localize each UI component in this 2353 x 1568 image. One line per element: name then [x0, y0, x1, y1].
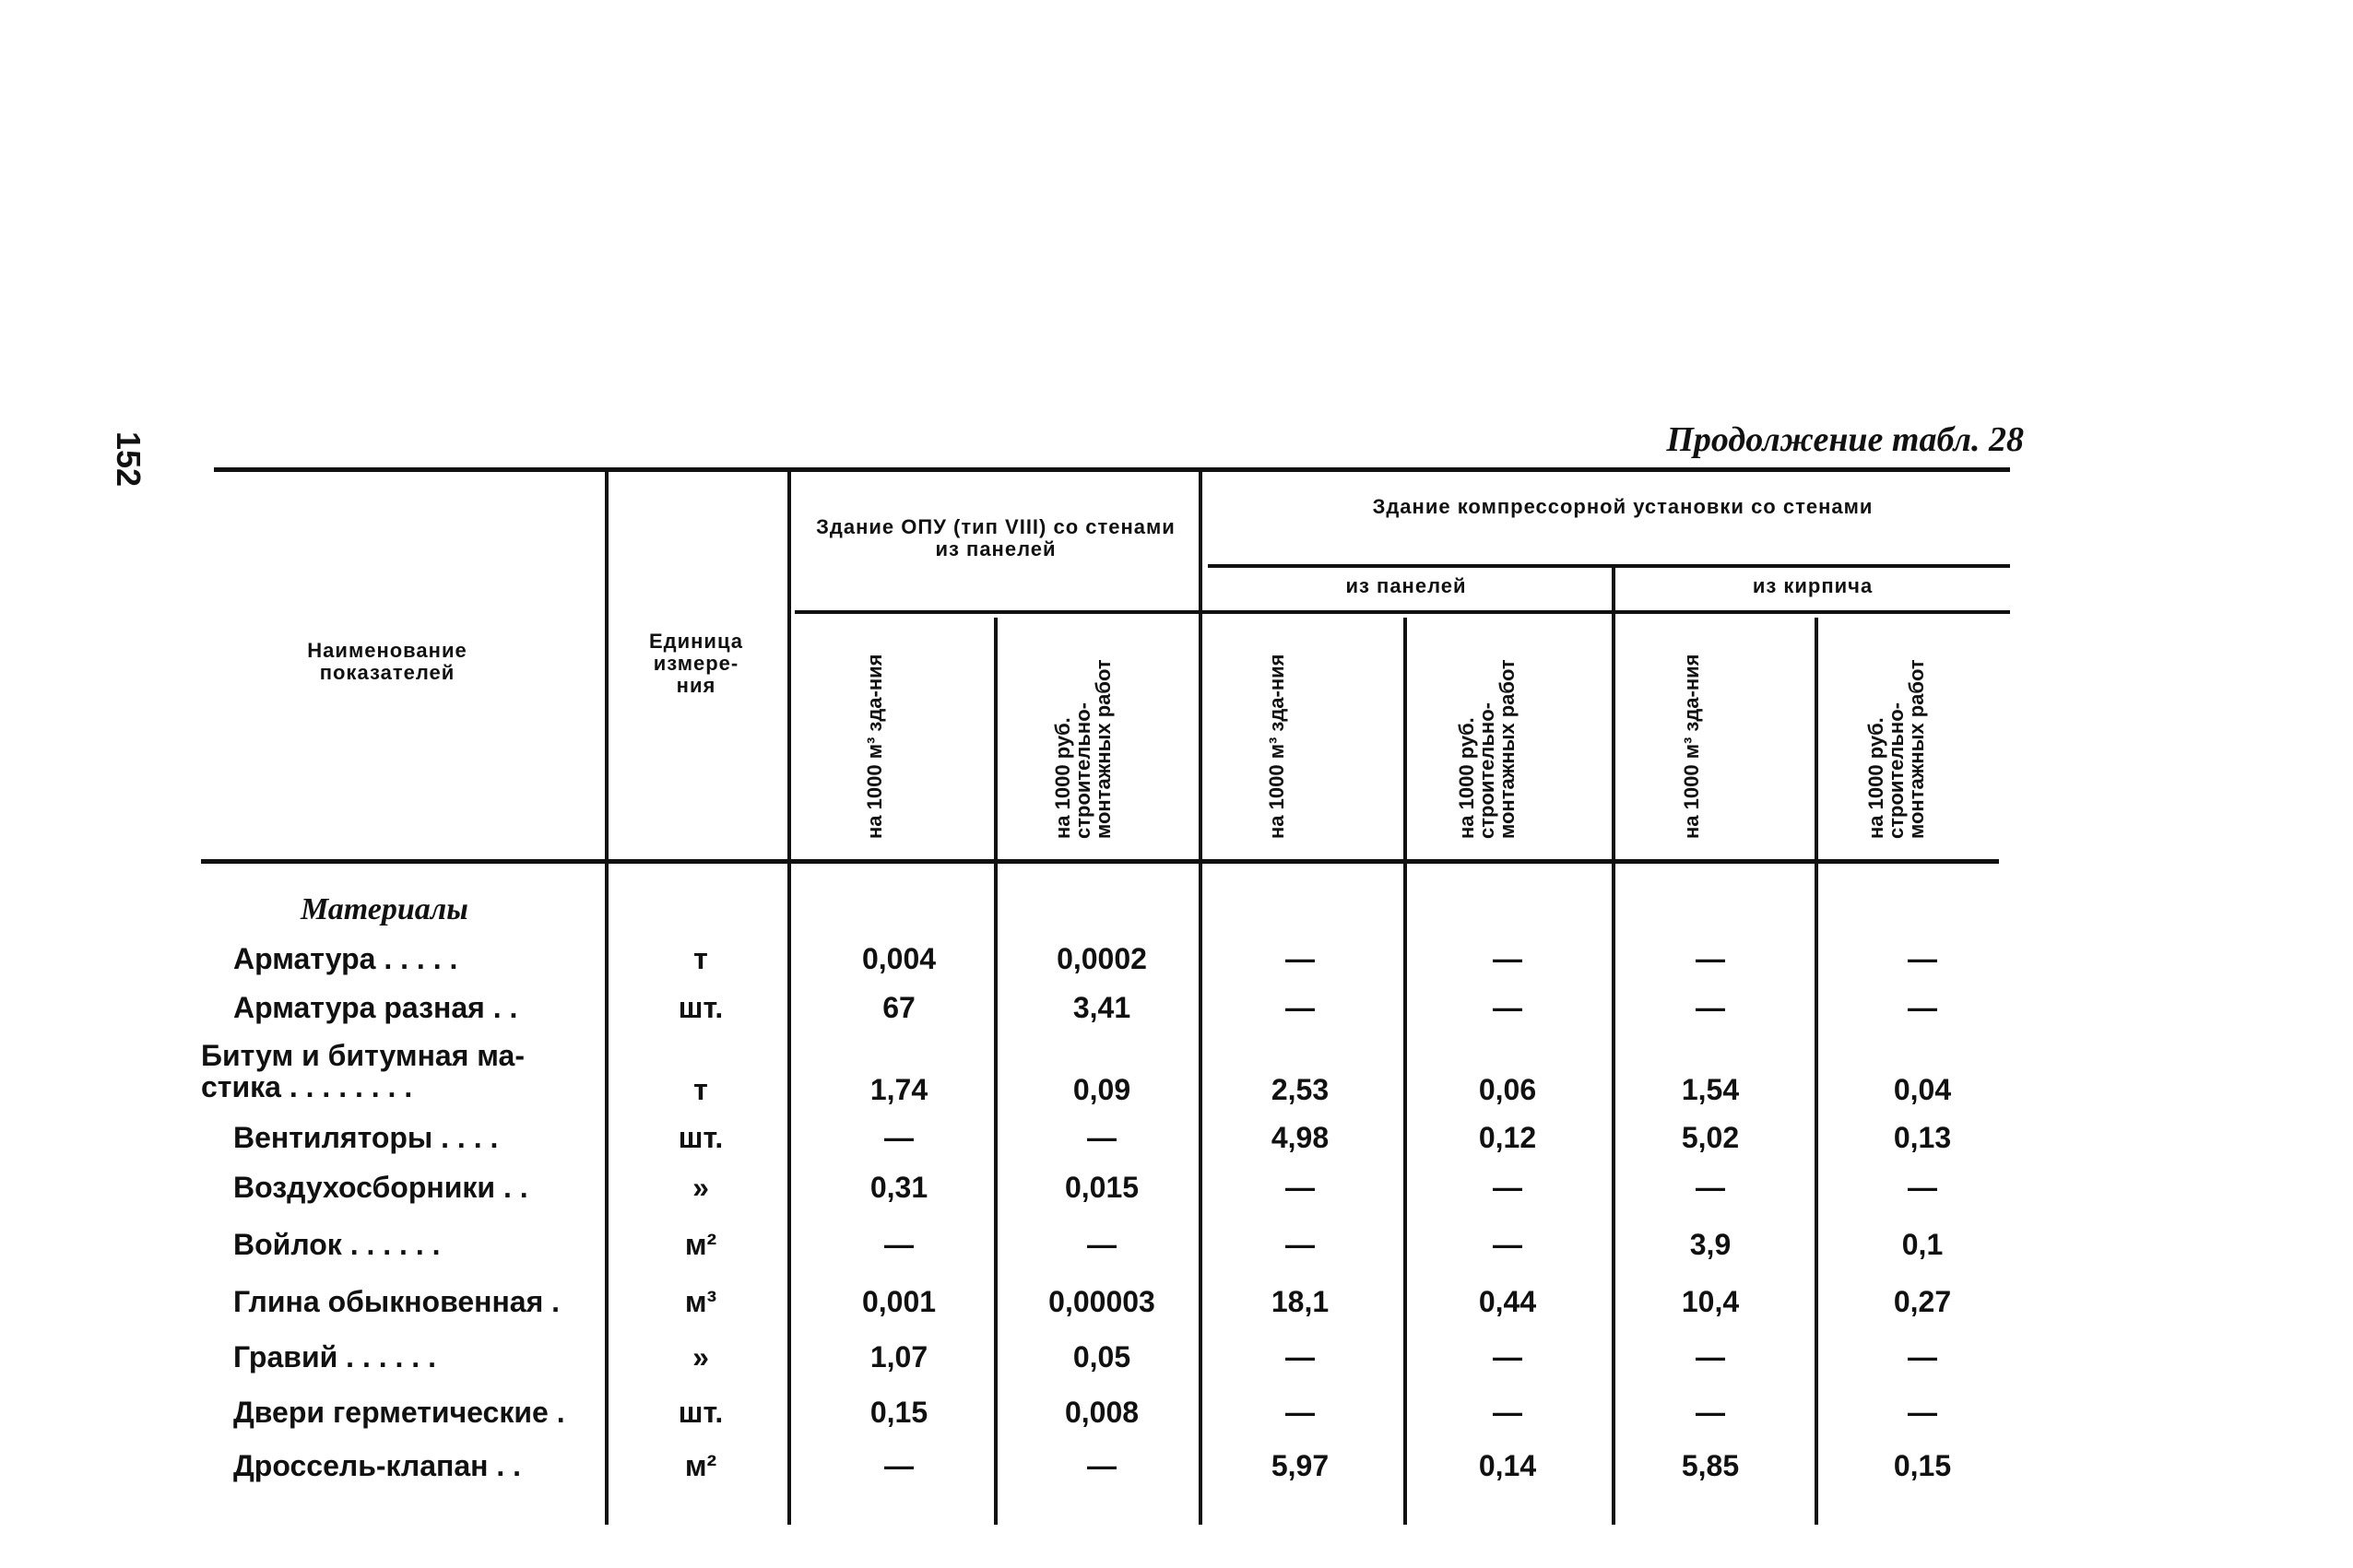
row-name: Двери герметические .	[233, 1396, 565, 1429]
cell: 0,015	[1064, 1171, 1140, 1204]
cell: —	[884, 1228, 914, 1261]
row-name: Глина обыкновенная .	[233, 1285, 561, 1318]
cell: —	[1908, 942, 1937, 975]
cell: —	[1493, 942, 1522, 975]
row-name: Вентиляторы . . . .	[233, 1121, 499, 1154]
unit-column-header: Единица измере-ния	[648, 630, 743, 697]
subgroup-brick-header: из кирпича	[1752, 574, 1874, 597]
cell: —	[1285, 991, 1315, 1024]
cell: —	[1285, 1171, 1315, 1204]
cell: —	[1908, 1171, 1937, 1204]
cell: 0,0002	[1057, 942, 1147, 975]
cell: —	[1493, 1171, 1522, 1204]
row-unit: т	[693, 942, 708, 975]
cell: 3,41	[1072, 991, 1131, 1024]
col-header-per-building: на 1000 м³ зда-ния	[1680, 654, 1703, 839]
cell: 4,98	[1271, 1121, 1330, 1154]
cell: 0,06	[1478, 1073, 1537, 1106]
col-header-per-rub: на 1000 руб. строительно-монтажных работ	[1051, 659, 1115, 839]
cell: —	[1087, 1121, 1117, 1154]
group2-rule	[1208, 564, 2010, 568]
cell: —	[1285, 1228, 1315, 1261]
cell: —	[1696, 1340, 1725, 1373]
cell: 0,27	[1893, 1285, 1952, 1318]
cell: —	[1696, 991, 1725, 1024]
cell: —	[1493, 1340, 1522, 1373]
table-row	[0, 1394, 2353, 1431]
group1-header: Здание ОПУ (тип VIII) со стенами из панелей	[816, 515, 1176, 560]
cell: —	[1493, 991, 1522, 1024]
col-header-per-rub: на 1000 руб. строительно-монтажных работ	[1455, 659, 1519, 839]
cell: 5,02	[1681, 1121, 1740, 1154]
cell: —	[1908, 1340, 1937, 1373]
row-name: Дроссель-клапан . .	[233, 1449, 522, 1482]
row-name: Гравий . . . . . .	[233, 1340, 436, 1373]
row-name: Арматура . . . . .	[233, 942, 458, 975]
cell: —	[1087, 1228, 1117, 1261]
row-name: Арматура разная . .	[233, 991, 518, 1024]
cell: —	[1493, 1228, 1522, 1261]
subgroup-panels-header: из панелей	[1345, 574, 1467, 597]
table-row	[0, 1283, 2353, 1320]
cell: 0,09	[1072, 1073, 1131, 1106]
subgroup-rule	[795, 610, 2010, 614]
cell: —	[1696, 1171, 1725, 1204]
row-name: Воздухосборники . .	[233, 1171, 528, 1204]
page-number: 152	[110, 431, 148, 488]
col-header-per-building: на 1000 м³ зда-ния	[863, 654, 886, 839]
cell: —	[1285, 942, 1315, 975]
table-row	[0, 1119, 2353, 1156]
cell: 1,74	[869, 1073, 928, 1106]
cell: 1,07	[869, 1340, 928, 1373]
cell: —	[1285, 1340, 1315, 1373]
section-title: Материалы	[301, 892, 468, 926]
row-unit: шт.	[678, 1121, 724, 1154]
cell: 0,12	[1478, 1121, 1537, 1154]
cell: —	[1908, 991, 1937, 1024]
cell: 0,13	[1893, 1121, 1952, 1154]
cell: —	[1908, 1396, 1937, 1429]
row-unit: м²	[684, 1449, 717, 1482]
table-row	[0, 1169, 2353, 1206]
row-unit: м³	[684, 1285, 717, 1318]
cell: 0,001	[861, 1285, 937, 1318]
cell: 0,31	[869, 1171, 928, 1204]
cell: 0,008	[1064, 1396, 1140, 1429]
row-unit: шт.	[678, 1396, 724, 1429]
col-header-per-building: на 1000 м³ зда-ния	[1265, 654, 1288, 839]
cell: —	[1493, 1396, 1522, 1429]
cell: —	[1696, 1396, 1725, 1429]
table-row	[0, 1447, 2353, 1484]
cell: —	[884, 1449, 914, 1482]
cell: 0,00003	[1048, 1285, 1155, 1318]
cell: 67	[882, 991, 916, 1024]
cell: —	[1087, 1449, 1117, 1482]
cell: 0,1	[1901, 1228, 1944, 1261]
header-bottom-rule	[201, 859, 1999, 864]
cell: 0,15	[869, 1396, 928, 1429]
row-unit: »	[692, 1171, 709, 1204]
table-row	[0, 989, 2353, 1026]
cell: 0,15	[1893, 1449, 1952, 1482]
cell: 18,1	[1271, 1285, 1330, 1318]
row-unit: м²	[684, 1228, 717, 1261]
cell: 0,14	[1478, 1449, 1537, 1482]
row-unit: шт.	[678, 991, 724, 1024]
table-row	[0, 1338, 2353, 1375]
table-row	[0, 1040, 2353, 1110]
cell: 2,53	[1271, 1073, 1330, 1106]
cell: 5,85	[1681, 1449, 1740, 1482]
cell: 0,004	[861, 942, 937, 975]
col-header-per-rub: на 1000 руб. строительно-монтажных работ	[1864, 659, 1928, 839]
cell: —	[884, 1121, 914, 1154]
continuation-caption: Продолжение табл. 28	[1666, 420, 2024, 459]
row-unit: т	[693, 1073, 708, 1106]
row-name: Войлок . . . . . .	[233, 1228, 441, 1261]
group2-header: Здание компрессорной установки со стенами	[1372, 495, 1874, 518]
table-row	[0, 940, 2353, 977]
top-rule	[214, 467, 2010, 472]
cell: 10,4	[1681, 1285, 1740, 1318]
cell: —	[1696, 942, 1725, 975]
cell: 0,44	[1478, 1285, 1537, 1318]
row-name: Битум и битумная ма-стика . . . . . . . .	[201, 1039, 525, 1103]
table-row	[0, 1226, 2353, 1263]
row-unit: »	[692, 1340, 709, 1373]
cell: 1,54	[1681, 1073, 1740, 1106]
cell: 0,05	[1072, 1340, 1131, 1373]
cell: 3,9	[1689, 1228, 1732, 1261]
cell: 0,04	[1893, 1073, 1952, 1106]
name-column-header: Наименование показателей	[307, 639, 467, 684]
cell: —	[1285, 1396, 1315, 1429]
cell: 5,97	[1271, 1449, 1330, 1482]
